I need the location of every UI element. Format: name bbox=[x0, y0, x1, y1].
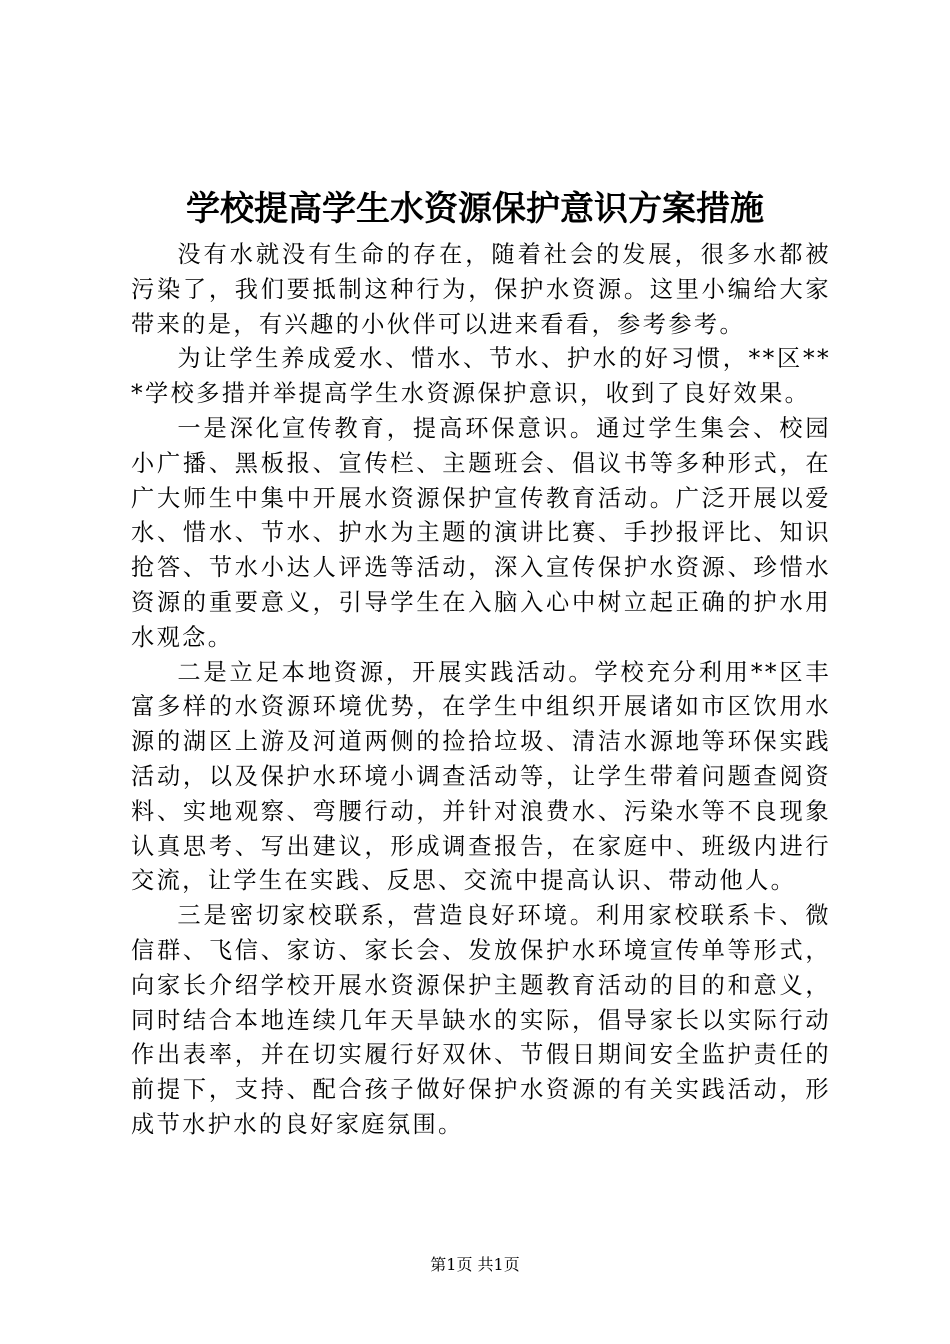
paragraph-measure-two: 二是立足本地资源，开展实践活动。学校充分利用**区丰富多样的水资源环境优势，在学生中组织开展诸如市区饮用水源的湖区上游及河道两侧的捡拾垃圾、清洁水源地等环保实践活动，以及保护水环境小调查活动等，让学生带着问题查阅资料、实地观察、弯腰行动，并针对浪费水、污染水等不良现象认真思考、写出建议，形成调查报告，在家庭中、班级内进行交流，让学生在实践、反思、交流中提高认识、带动他人。 bbox=[131, 658, 831, 895]
page-footer: 第1页 共1页 bbox=[430, 1255, 520, 1274]
paragraph-overview: 为让学生养成爱水、惜水、节水、护水的好习惯，**区***学校多措并举提高学生水资源保护意识，收到了良好效果。 bbox=[131, 345, 831, 408]
document-body bbox=[131, 238, 831, 1143]
paragraph-measure-three: 三是密切家校联系，营造良好环境。利用家校联系卡、微信群、飞信、家访、家长会、发放保护水环境宣传单等形式，向家长介绍学校开展水资源保护主题教育活动的目的和意义，同时结合本地连续几年天旱缺水的实际，倡导家长以实际行动作出表率，并在切实履行好双休、节假日期间安全监护责任的前提下，支持、配合孩子做好保护水资源的有关实践活动，形成节水护水的良好家庭氛围。 bbox=[131, 902, 831, 1138]
paragraph-intro: 没有水就没有生命的存在，随着社会的发展，很多水都被污染了，我们要抵制这种行为，保护水资源。这里小编给大家带来的是，有兴趣的小伙伴可以进来看看，参考参考。 bbox=[131, 241, 831, 338]
paragraph-measure-one: 一是深化宣传教育，提高环保意识。通过学生集会、校园小广播、黑板报、宣传栏、主题班会、倡议书等多种形式，在广大师生中集中开展水资源保护宣传教育活动。广泛开展以爱水、惜水、节水、护水为主题的演讲比赛、手抄报评比、知识抢答、节水小达人评选等活动，深入宣传保护水资源、珍惜水资源的重要意义，引导学生在入脑入心中树立起正确的护水用水观念。 bbox=[131, 414, 831, 651]
document-title: 学校提高学生水资源保护意识方案措施 bbox=[186, 189, 764, 229]
